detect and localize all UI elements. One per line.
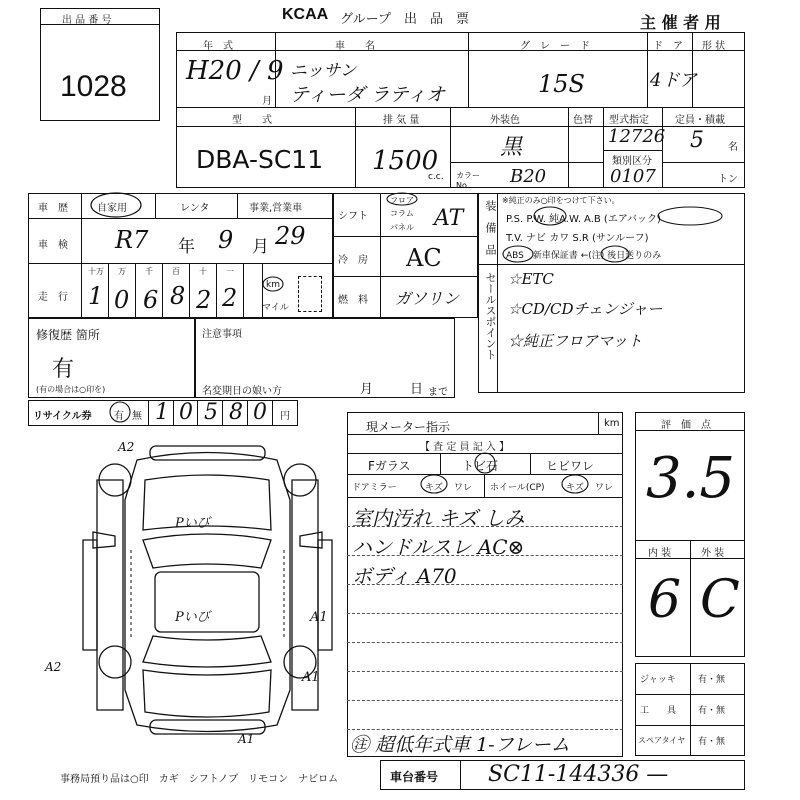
- displacement-value: 1500: [372, 146, 439, 176]
- own-use-circle: [88, 190, 144, 220]
- repair-note: (有の場合は○印を): [36, 385, 106, 394]
- meter-label: 現メーター指示: [366, 420, 451, 434]
- score-value: 3.5: [646, 446, 736, 511]
- history-label: 車 歴: [38, 203, 68, 214]
- lot-number-label: 出 品 番 号: [62, 15, 112, 26]
- diagram-mark: A1: [238, 732, 255, 746]
- digit-label-1k: 千: [145, 267, 153, 276]
- shaken-month-unit: 月: [252, 237, 269, 257]
- mileage-digit: 6: [143, 286, 159, 314]
- mirror-ware: ワレ: [454, 483, 473, 493]
- inspect-bottom-note: ㊟ 超低年式車 1-フレーム: [350, 734, 570, 756]
- displacement-label: 排 気 量: [383, 115, 420, 126]
- capacity-value: 5: [690, 128, 704, 153]
- spare-yes-no: 有・無: [698, 737, 726, 747]
- year-label: 年 式: [203, 41, 233, 52]
- month-suffix: 月: [262, 96, 272, 107]
- exterior-label: 外 装: [701, 548, 725, 559]
- sales-point-3: ☆純正フロアマット: [508, 332, 643, 350]
- ac-value: AC: [406, 244, 442, 272]
- recycle-digit: 8: [229, 400, 243, 425]
- color-no-label: カラー No.: [456, 171, 480, 190]
- recycle-have: 有: [114, 411, 124, 422]
- interior-label: 内 装: [648, 548, 672, 559]
- equipment-side-label: 装 備 品: [484, 200, 497, 255]
- shaken-value: R7: [115, 226, 149, 254]
- color-value: 黒: [500, 135, 523, 160]
- shaken-day: 29: [275, 222, 306, 250]
- tobi-label: トビ石: [462, 459, 499, 473]
- diagram-mark: A2: [118, 440, 135, 454]
- door-label: ド ア: [653, 41, 683, 52]
- sales-point-2: ☆CD/CDチェンジャー: [508, 300, 663, 318]
- diagram-mark: Pいび: [175, 516, 210, 531]
- people-unit: 名: [728, 142, 738, 153]
- mileage-digit: 0: [114, 286, 130, 314]
- organizer-label: 主 催 者 用: [640, 13, 721, 32]
- maker-label: 車 名: [335, 41, 375, 52]
- diagram-mark: A1: [310, 610, 328, 625]
- mileage-digit: 2: [196, 286, 212, 314]
- shift-value: AT: [434, 206, 464, 231]
- diagram-mark: A1: [302, 670, 320, 685]
- score-label: 評 価 点: [661, 420, 711, 431]
- own-use-label: 自家用: [97, 203, 127, 214]
- car-diagram: [75, 440, 340, 740]
- spare-label: スペアタイヤ: [638, 736, 686, 745]
- chassis-label: 車台番号: [390, 770, 439, 784]
- mirror-kizu: キズ: [425, 483, 443, 493]
- shaken-month: 9: [218, 226, 234, 254]
- f-glass-label: Fガラス: [368, 459, 411, 473]
- sales-point-label: セールスポイント: [484, 272, 497, 360]
- hibi-label: ヒビワレ: [546, 459, 595, 473]
- repair-label: 修復歴 箇所: [36, 328, 100, 342]
- grade-value: 15S: [538, 70, 585, 98]
- equipment-line-3: ABS 新車保証書 ←(注) 後日送りのみ: [506, 251, 662, 261]
- recycle-none: 無: [132, 411, 142, 422]
- rental-label: レンタ: [180, 203, 210, 214]
- name-change-label: 名変期日の娘い方: [202, 386, 282, 397]
- km-label: km: [266, 280, 280, 290]
- mirror-kizu-circle: [419, 473, 449, 495]
- shift-label: シフト: [338, 211, 368, 222]
- meter-unit: km: [604, 418, 620, 429]
- recycle-have-circle: [108, 400, 132, 424]
- model-type-value: DBA-SC11: [196, 145, 324, 174]
- digit-label-10: 十: [199, 267, 207, 276]
- jack-yes-no: 有・無: [698, 675, 726, 685]
- mile-label: マイル: [262, 303, 289, 313]
- sales-point-1: ☆ETC: [508, 270, 554, 288]
- digit-label-1: 一: [226, 267, 234, 276]
- office-items-label: 事務局預り品は○印 カギ シフトノブ リモコン ナビロム: [60, 774, 339, 785]
- class-value: 0107: [610, 166, 656, 187]
- wheel-label: ホイール(CP): [490, 483, 545, 493]
- digit-label-100: 百: [172, 267, 180, 276]
- form-title: グループ 出 品 票: [340, 12, 469, 27]
- recycle-digit: 5: [204, 400, 218, 425]
- shaken-year-unit: 年: [178, 237, 195, 257]
- recycle-label: リサイクル券: [33, 411, 92, 422]
- equipment-line-2: T.V. ナビ カワ S.R (サンルーフ): [506, 233, 649, 244]
- shift-floor-circle: [385, 191, 419, 207]
- tools-yes-no: 有・無: [698, 706, 726, 716]
- diagram-mark: A2: [45, 660, 62, 674]
- name-change-month: 月: [360, 382, 374, 397]
- equipment-line-1: P.S. P.W. 純A.W. A.B (エアバック): [506, 214, 661, 225]
- digit-label-10k: 万: [118, 267, 126, 276]
- staff-entry-label: 【 査 定 員 記 入 】: [420, 442, 510, 453]
- interior-value: 6: [648, 570, 682, 630]
- equipment-circles: [500, 203, 740, 263]
- exterior-value: C: [700, 570, 740, 630]
- brand-logo: KCAA: [282, 6, 329, 23]
- wheel-kizu: キズ: [566, 483, 584, 493]
- type-designation-label: 型式指定: [609, 115, 649, 126]
- inspect-note-1: 室内汚れ キズ しみ: [352, 506, 525, 530]
- cc-unit: c.c.: [428, 172, 444, 182]
- model-value: ティーダ ラティオ: [290, 84, 446, 106]
- shift-floor: フロア: [390, 196, 414, 205]
- mileage-label: 走 行: [38, 292, 68, 303]
- equipment-note: ※純正のみ○印をつけて下さい。: [502, 196, 620, 205]
- maker-value: ニッサン: [290, 61, 357, 81]
- shaken-label: 車 検: [38, 240, 68, 251]
- ac-label: 冷 房: [338, 255, 368, 266]
- lot-number: 1028: [60, 70, 127, 103]
- year-value: H20 / 9: [186, 56, 284, 86]
- color-no-value: B20: [510, 166, 547, 187]
- type-designation-value: 12726: [608, 126, 666, 147]
- fuel-label: 燃 料: [338, 295, 368, 306]
- tobi-circle: [473, 452, 497, 474]
- color-change-label: 色替: [573, 115, 593, 126]
- capacity-label: 定員・積載: [675, 115, 725, 126]
- diagram-mark: Pいび: [175, 610, 210, 625]
- door-mirror-label: ドアミラー: [352, 483, 397, 493]
- tools-label: 工 具: [640, 706, 677, 716]
- wheel-kizu-circle: [560, 473, 590, 495]
- fuel-value: ガソリン: [395, 289, 460, 308]
- door-value: 4ドア: [650, 70, 697, 91]
- grade-label: グ レ ー ド: [520, 41, 590, 52]
- mileage-box: [298, 276, 322, 312]
- jack-label: ジャッキ: [640, 675, 676, 685]
- type-label: 型 式: [232, 115, 272, 126]
- business-label: 事業,営業車: [249, 203, 303, 214]
- shift-panel: パネル: [390, 223, 414, 232]
- mileage-digit: 2: [222, 284, 238, 312]
- recycle-digit: 0: [179, 400, 193, 425]
- name-change-day: 日: [410, 382, 424, 397]
- name-change-until: まで: [428, 387, 448, 398]
- mileage-digit: 1: [88, 282, 104, 310]
- mileage-digit: 8: [170, 282, 186, 310]
- ton-unit: トン: [718, 174, 738, 185]
- recycle-digit: 1: [155, 400, 169, 425]
- class-label: 類別区分: [612, 156, 652, 167]
- recycle-digit: 0: [253, 400, 267, 425]
- km-circle: [262, 275, 284, 293]
- inspect-note-3: ボディ A70: [352, 564, 457, 588]
- digit-label-100k: 十万: [88, 267, 104, 276]
- yen-label: 円: [280, 411, 290, 422]
- notes-label: 注意事項: [202, 329, 242, 340]
- shift-column: コラム: [390, 209, 414, 218]
- form-label: 形 状: [702, 41, 726, 52]
- color-label: 外装色: [490, 115, 520, 126]
- repair-value: 有: [52, 357, 75, 382]
- chassis-value: SC11-144336 —: [488, 762, 669, 787]
- wheel-ware: ワレ: [595, 483, 614, 493]
- inspect-note-2: ハンドルスレ AC⊗: [352, 535, 525, 559]
